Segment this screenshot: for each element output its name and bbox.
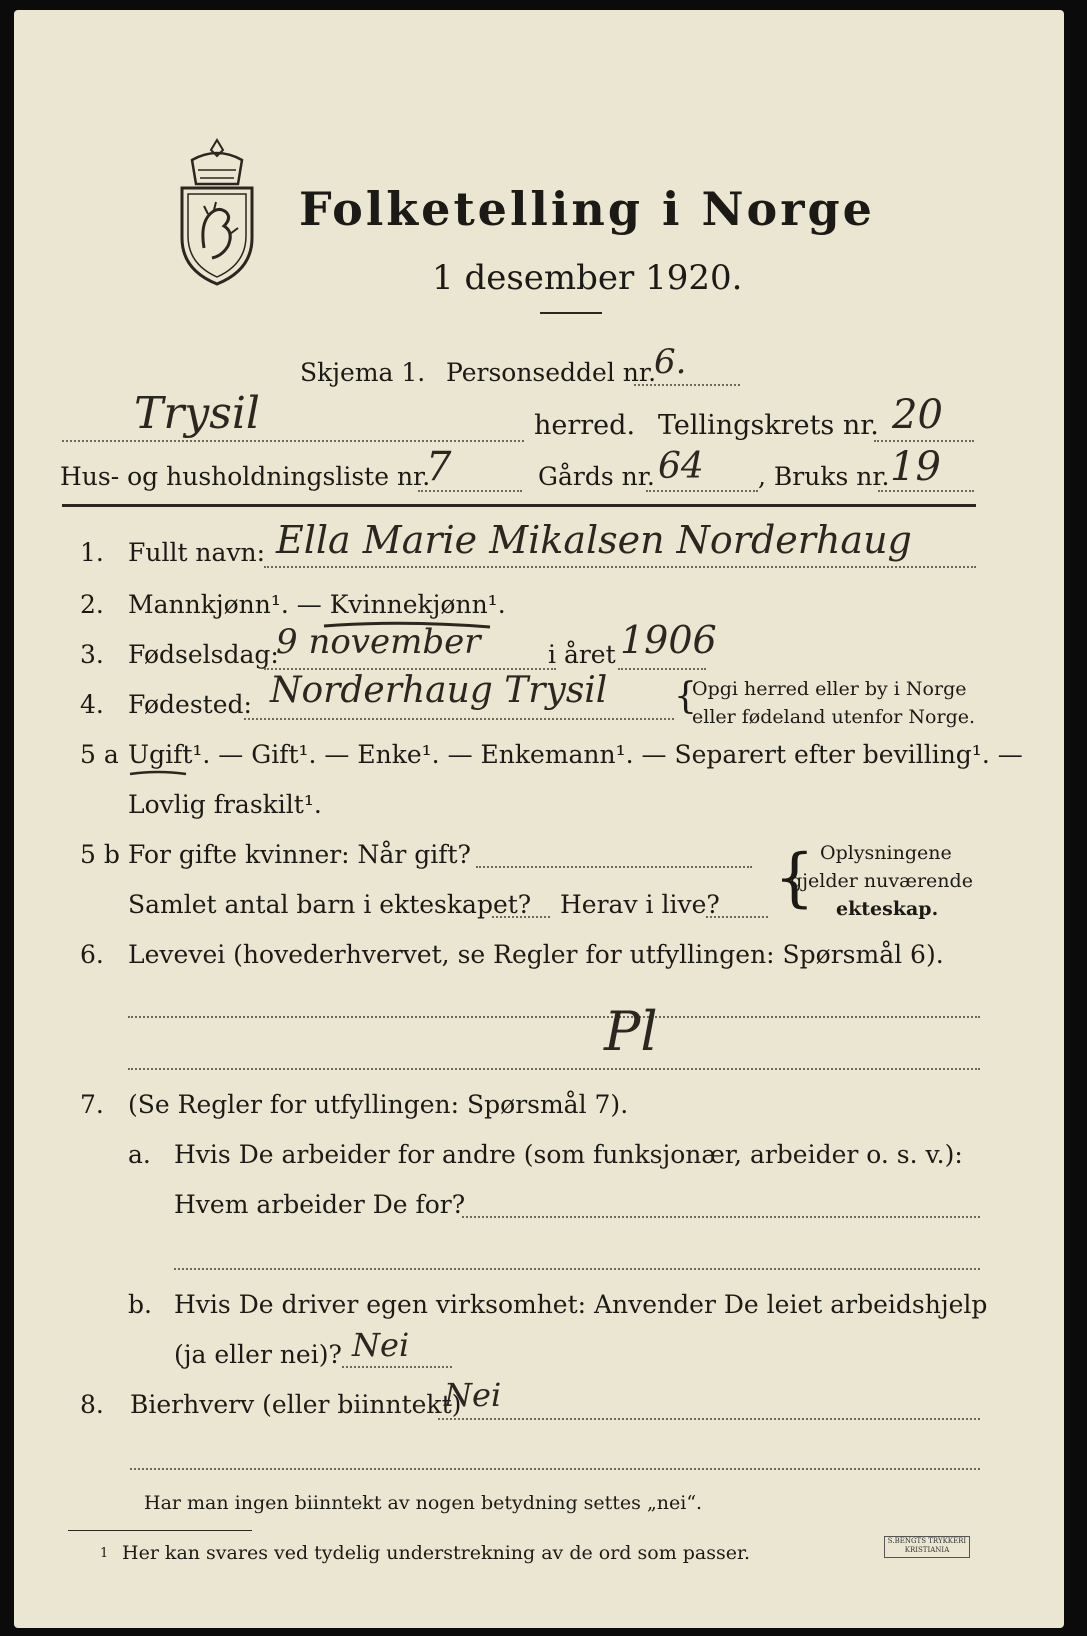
q5b-married-line	[476, 866, 752, 868]
q5b-children-line	[492, 916, 550, 918]
q4-note-2: eller fødeland utenfor Norge.	[692, 706, 976, 728]
census-date: 1 desember 1920.	[432, 258, 743, 298]
census-form	[14, 10, 1064, 1628]
tellingskrets-label: Tellingskrets nr.	[658, 410, 879, 441]
coat-of-arms-icon	[174, 138, 260, 288]
q6-number: 6.	[80, 940, 104, 969]
bruks-value: 19	[890, 444, 941, 490]
footnote-divider	[68, 1530, 252, 1531]
q5b-alive-label: Herav i live?	[560, 890, 720, 919]
q5b-note-3: ekteskap.	[836, 898, 939, 920]
q2-number: 2.	[80, 590, 104, 619]
q4-brace: {	[674, 676, 697, 717]
footnote-text: Her kan svares ved tydelig understrekning av de ord som passer.	[122, 1542, 751, 1564]
q5b-note-1: Oplysningene	[820, 842, 952, 864]
q7a-number: a.	[128, 1140, 151, 1169]
q8-label: Bierhverv (eller biinntekt)	[130, 1390, 462, 1419]
q7-label: (Se Regler for utfyllingen: Spørsmål 7).	[128, 1090, 629, 1119]
q8-value: Nei	[444, 1376, 502, 1414]
tellingskrets-line	[874, 440, 974, 442]
bruks-label: , Bruks nr.	[758, 462, 890, 491]
gards-label: Gårds nr.	[538, 462, 655, 491]
q3-value: 9 november	[276, 622, 481, 662]
q8-line-1	[438, 1418, 980, 1420]
husliste-line	[418, 490, 522, 492]
q1-line	[264, 566, 976, 568]
herred-value: Trysil	[134, 388, 260, 439]
q5a-options: Ugift¹. — Gift¹. — Enke¹. — Enkemann¹. — Separert efter bevilling¹. —	[128, 740, 1023, 769]
q3-year-line	[618, 668, 706, 670]
q5a-number: 5 a	[80, 740, 119, 769]
personseddel-label: Personseddel nr.	[446, 358, 657, 387]
q4-note-1: Opgi herred eller by i Norge	[692, 678, 967, 700]
q7-number: 7.	[80, 1090, 104, 1119]
q4-line	[244, 718, 674, 720]
herred-label: herred.	[534, 410, 636, 441]
q7a-question: Hvis De arbeider for andre (som funksjonær, arbeider o. s. v.):	[174, 1140, 963, 1169]
husliste-label: Hus- og husholdningsliste nr.	[60, 462, 431, 491]
personseddel-line	[634, 384, 740, 386]
form-title: Folketelling i Norge	[299, 182, 875, 236]
q7a-employer-label: Hvem arbeider De for?	[174, 1190, 466, 1219]
header-divider	[62, 504, 976, 507]
q3-year-value: 1906	[620, 618, 717, 662]
gards-value: 64	[658, 446, 704, 487]
nei-instruction: Har man ingen biinntekt av nogen betydning settes „nei“.	[144, 1492, 703, 1514]
q5a-option-fraskilt: Lovlig fraskilt¹.	[128, 790, 322, 819]
q1-value: Ella Marie Mikalsen Norderhaug	[276, 518, 912, 562]
husliste-value: 7	[426, 444, 452, 490]
q5b-alive-line	[706, 916, 768, 918]
q6-label: Levevei (hovederhvervet, se Regler for utfyllingen: Spørsmål 6).	[128, 940, 944, 969]
bruks-line	[878, 490, 974, 492]
printer-stamp: S.BENGTS TRYKKERI KRISTIANIA	[884, 1536, 970, 1558]
q7a-line-1	[462, 1216, 980, 1218]
q5b-brace: {	[774, 841, 815, 915]
q5b-married-label: For gifte kvinner: Når gift?	[128, 840, 471, 869]
personseddel-value: 6.	[654, 342, 687, 382]
q6-line-2	[128, 1068, 980, 1070]
skjema-label: Skjema 1.	[300, 358, 426, 387]
q3-year-label: i året	[548, 640, 616, 669]
q5b-children-label: Samlet antal barn i ekteskapet?	[128, 890, 532, 919]
q7b-question: Hvis De driver egen virksomhet: Anvender De leiet arbeidshjelp	[174, 1290, 988, 1319]
ugift-underline	[128, 768, 188, 778]
q3-number: 3.	[80, 640, 104, 669]
q7b-line	[342, 1366, 452, 1368]
q7b-value: Nei	[352, 1326, 410, 1364]
q4-label: Fødested:	[128, 690, 252, 719]
q5b-note-2: gjelder nuværende	[790, 870, 973, 892]
q7a-line-2	[174, 1268, 980, 1270]
q7b-number: b.	[128, 1290, 152, 1319]
tellingskrets-value: 20	[892, 392, 943, 438]
q1-number: 1.	[80, 538, 104, 567]
q4-number: 4.	[80, 690, 104, 719]
title-divider	[540, 312, 602, 314]
q1-label: Fullt navn:	[128, 538, 266, 567]
q6-value: Pl	[604, 1000, 658, 1063]
footnote-number: 1	[100, 1546, 109, 1561]
herred-line	[62, 440, 524, 442]
q8-number: 8.	[80, 1390, 104, 1419]
q8-line-2	[130, 1468, 980, 1470]
q7b-yesno-label: (ja eller nei)?	[174, 1340, 342, 1369]
q6-line-1	[128, 1016, 980, 1018]
q4-value: Norderhaug Trysil	[270, 670, 608, 711]
q2-label: Mannkjønn¹. — Kvinnekjønn¹.	[128, 590, 506, 619]
gards-line	[646, 490, 758, 492]
q5b-number: 5 b	[80, 840, 120, 869]
q3-label: Fødselsdag:	[128, 640, 279, 669]
